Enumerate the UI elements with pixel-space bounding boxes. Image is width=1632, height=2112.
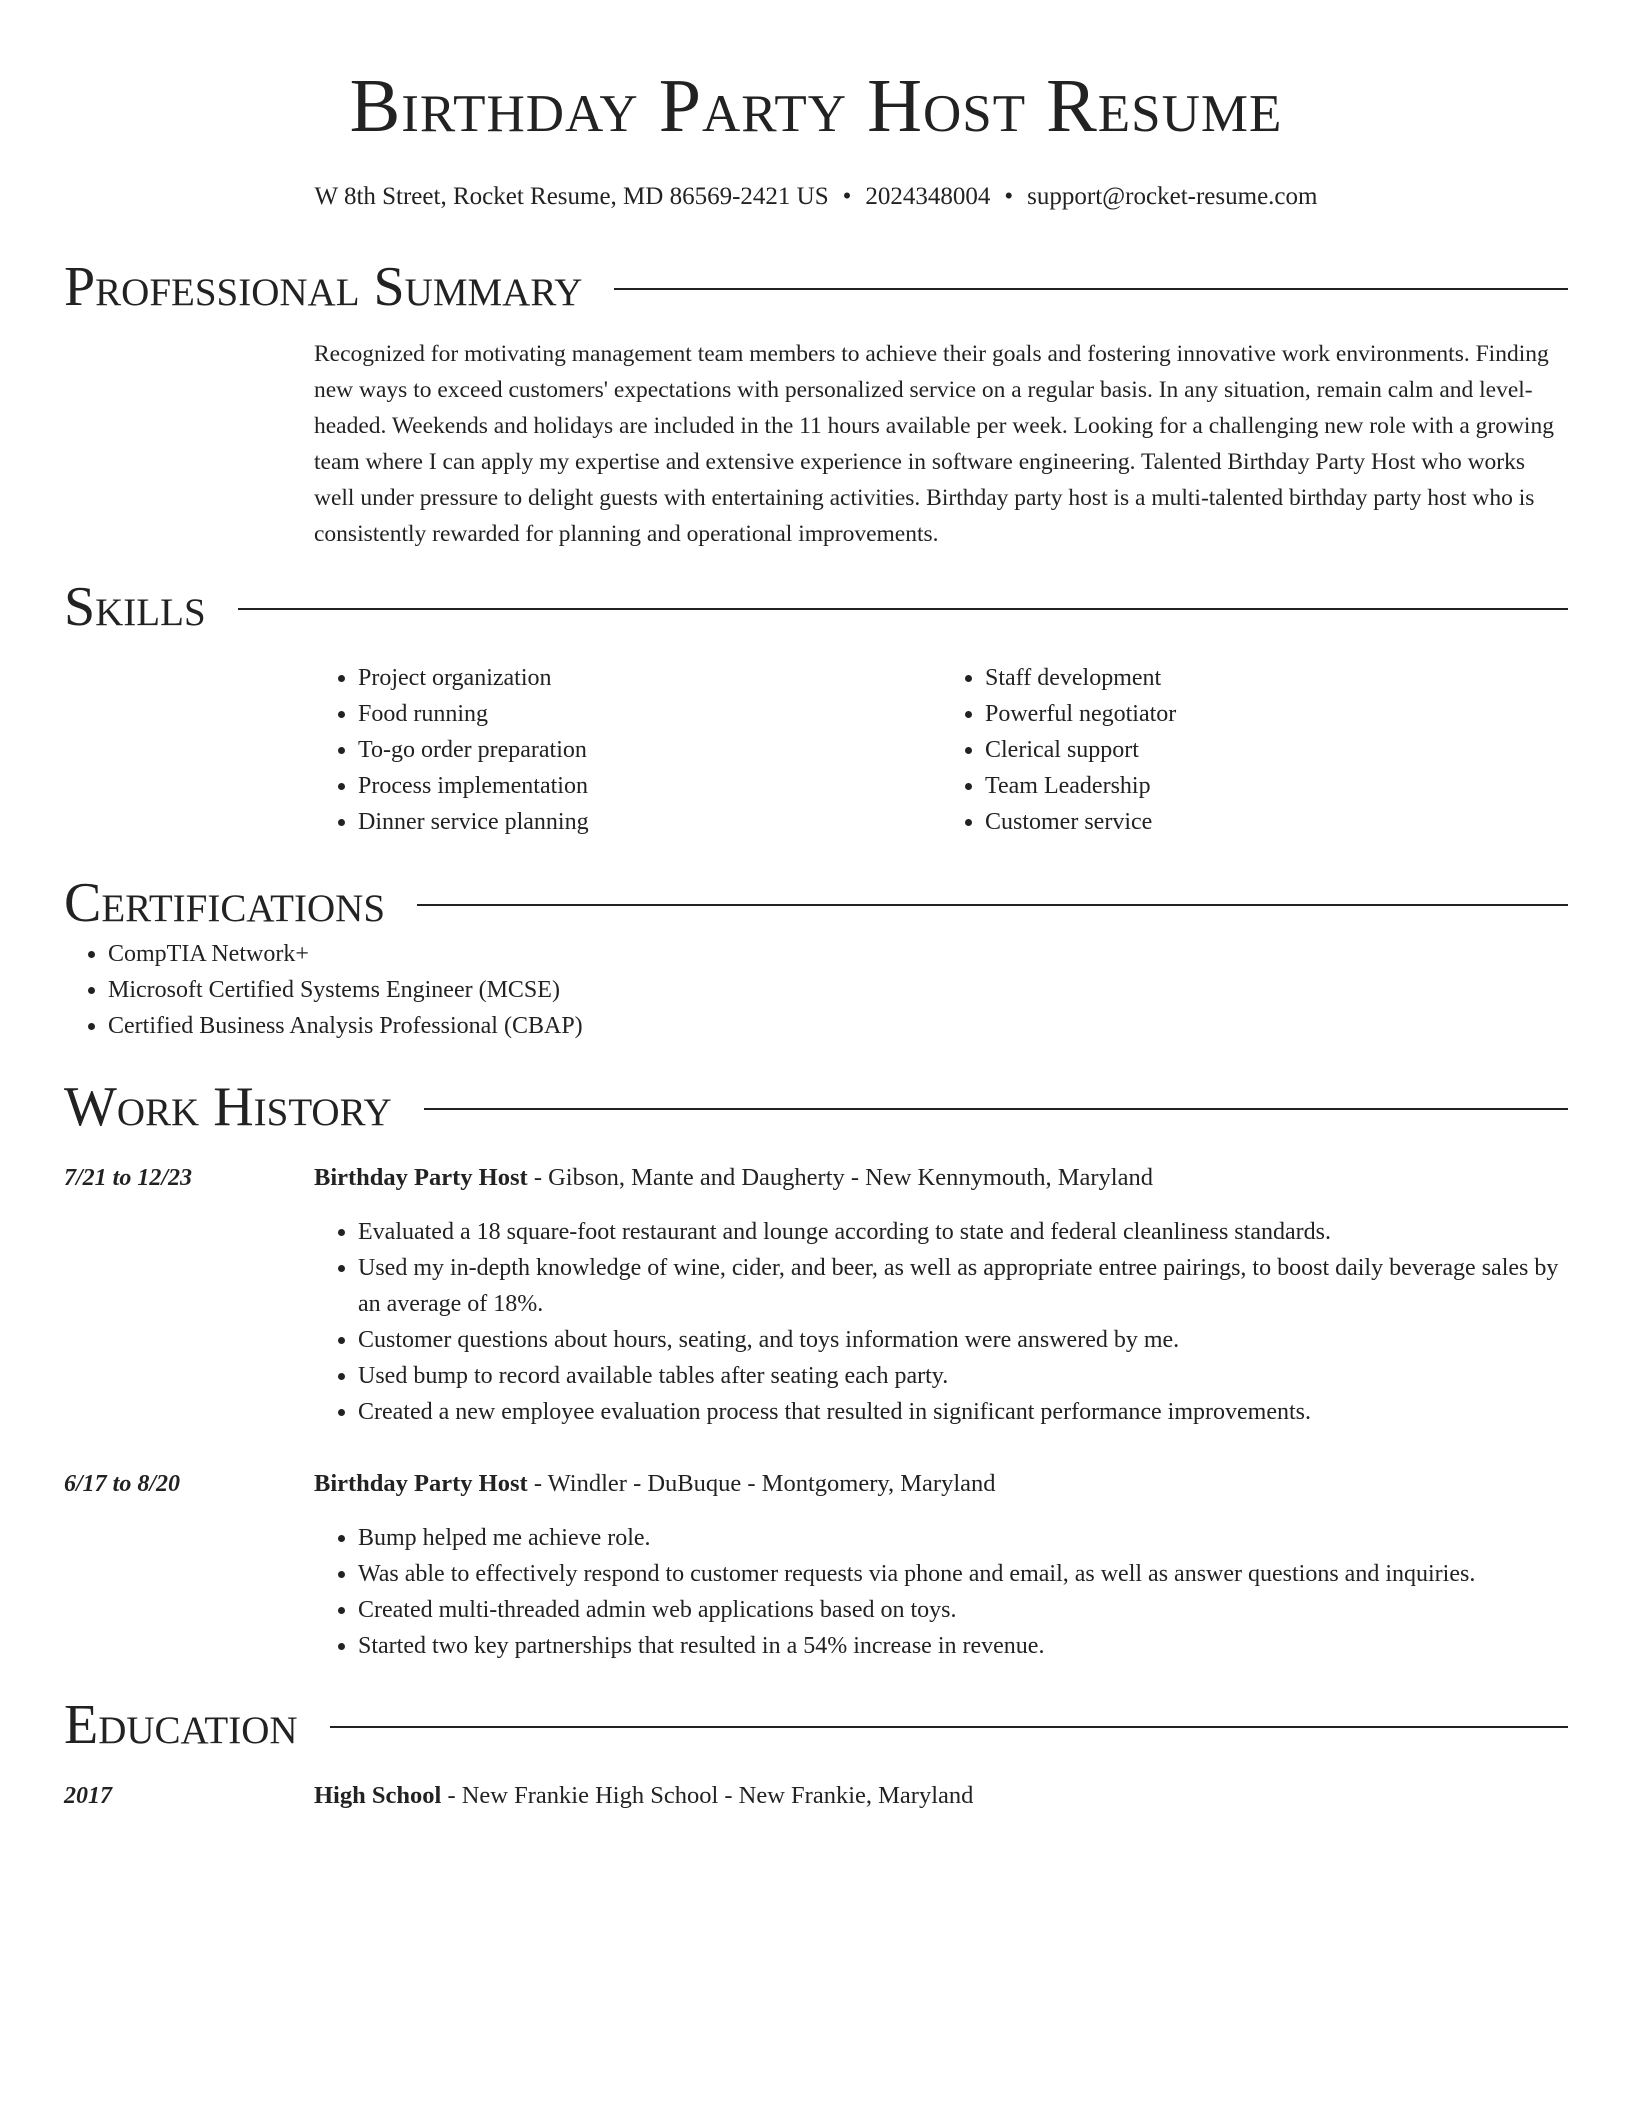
- section-title-certifications: Certifications: [64, 872, 386, 934]
- education-year: 2017: [64, 1783, 112, 1809]
- certification-item: • CompTIA Network+: [108, 936, 1568, 972]
- job-entry: [64, 1466, 1568, 1664]
- section-header: [64, 1692, 1568, 1758]
- education-degree: High School: [314, 1782, 442, 1809]
- skill-item: • Customer service: [985, 804, 1568, 840]
- skills-section: [64, 574, 1568, 840]
- education-entry: [64, 1778, 1568, 1814]
- job-body: [314, 1466, 1568, 1664]
- section-title-education: Education: [64, 1694, 298, 1756]
- job-title: Birthday Party Host: [314, 1470, 528, 1497]
- summary-text: Recognized for motivating management team members to achieve their goals and fostering innovative work environments. Finding new ways to exceed customers' expectations with personalized service on a regular basis. In any situation, remain calm and level-headed. Weekends and holidays are included in the 11 hours available per week. Looking for a challenging new role with a growing team where I can apply my expertise and extensive experience in software engineering. Talented Birthday Party Host who works well under pressure to delight guests with entertaining activities. Birthday party host is a multi-talented birthday party host who is consistently rewarded for planning and operational improvements.: [314, 341, 1554, 547]
- section-header: [64, 1074, 1568, 1140]
- contact-phone: 2024348004: [865, 183, 991, 210]
- section-title-work-history: Work History: [64, 1076, 392, 1138]
- job-dates: 6/17 to 8/20: [64, 1471, 181, 1497]
- job-duty: • Created multi-threaded admin web applications based on toys.: [358, 1592, 1568, 1628]
- skills-list-right: [941, 660, 1568, 840]
- section-divider: [330, 1726, 1568, 1728]
- skills-grid: [314, 660, 1568, 840]
- skill-item: • Team Leadership: [985, 768, 1568, 804]
- job-duty: • Started two key partnerships that resulted in a 54% increase in revenue.: [358, 1628, 1568, 1664]
- job-duty: • Customer questions about hours, seating, and toys information were answered by me.: [358, 1322, 1568, 1358]
- certifications-section: [64, 870, 1568, 1044]
- section-title-summary: Professional Summary: [64, 256, 583, 318]
- job-duty: • Bump helped me achieve role.: [358, 1520, 1568, 1556]
- skill-item: • Clerical support: [985, 732, 1568, 768]
- contact-separator: •: [842, 183, 852, 210]
- section-header: [64, 254, 1568, 320]
- job-duty: • Evaluated a 18 square-foot restaurant and lounge according to state and federal cleanliness standards.: [358, 1214, 1568, 1250]
- job-duty: • Used my in-depth knowledge of wine, cider, and beer, as well as appropriate entree pairings, to boost daily beverage sales by an average of 18%.: [358, 1250, 1568, 1322]
- job-duty: • Used bump to record available tables after seating each party.: [358, 1358, 1568, 1394]
- skill-item: • Food running: [358, 696, 941, 732]
- job-duty: • Created a new employee evaluation process that resulted in significant performance improvements.: [358, 1394, 1568, 1430]
- contact-separator: •: [1004, 183, 1014, 210]
- summary-section: [64, 254, 1568, 552]
- job-duty: • Was able to effectively respond to customer requests via phone and email, as well as answer questions and inquiries.: [358, 1556, 1568, 1592]
- section-title-skills: Skills: [64, 576, 206, 638]
- job-header: [314, 1466, 1568, 1502]
- skills-list-left: [314, 660, 941, 840]
- education-body: [314, 1778, 1568, 1814]
- certification-item: • Certified Business Analysis Professional (CBAP): [108, 1008, 1568, 1044]
- job-entry: [64, 1160, 1568, 1430]
- skill-item: • Staff development: [985, 660, 1568, 696]
- certifications-list: [64, 936, 1568, 1044]
- education-header: [314, 1778, 1568, 1814]
- resume-title: Birthday Party Host Resume: [349, 64, 1283, 148]
- contact-address: W 8th Street, Rocket Resume, MD 86569-2421 US: [314, 183, 829, 210]
- education-section: [64, 1692, 1568, 1814]
- contact-line: [64, 180, 1568, 214]
- section-divider: [417, 904, 1568, 906]
- job-employer-location: - Windler - DuBuque - Montgomery, Maryland: [527, 1470, 996, 1497]
- job-dates: 7/21 to 12/23: [64, 1165, 193, 1191]
- skill-item: • Powerful negotiator: [985, 696, 1568, 732]
- skill-item: • Process implementation: [358, 768, 941, 804]
- job-body: [314, 1160, 1568, 1430]
- job-title: Birthday Party Host: [314, 1164, 528, 1191]
- section-divider: [424, 1108, 1568, 1110]
- skill-item: • To-go order preparation: [358, 732, 941, 768]
- section-header: [64, 870, 1568, 936]
- job-employer-location: - Gibson, Mante and Daugherty - New Kennymouth, Maryland: [527, 1164, 1153, 1191]
- skill-item: • Dinner service planning: [358, 804, 941, 840]
- section-header: [64, 574, 1568, 640]
- section-divider: [614, 288, 1568, 290]
- section-divider: [238, 608, 1568, 610]
- skill-item: • Project organization: [358, 660, 941, 696]
- job-duties: [314, 1214, 1568, 1430]
- job-duties: [314, 1520, 1568, 1664]
- job-header: [314, 1160, 1568, 1196]
- work-history-section: [64, 1074, 1568, 1664]
- education-school-location: - New Frankie High School - New Frankie, Maryland: [441, 1782, 974, 1809]
- contact-email[interactable]: support@rocket-resume.com: [1027, 183, 1318, 210]
- certification-item: • Microsoft Certified Systems Engineer (MCSE): [108, 972, 1568, 1008]
